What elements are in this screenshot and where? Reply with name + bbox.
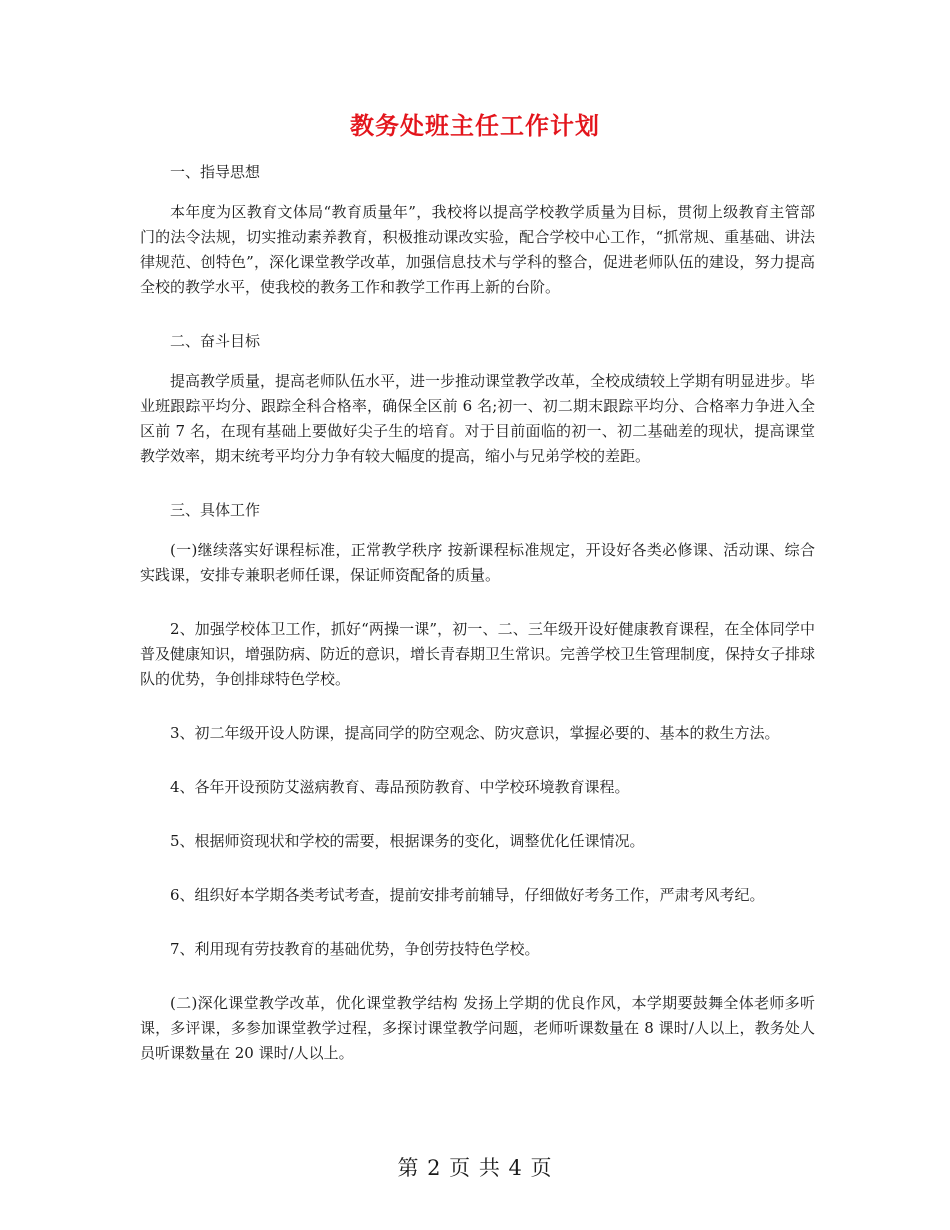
paragraph-goals: 提高教学质量，提高老师队伍水平，进一步推动课堂教学改革，全校成绩较上学期有明显进步。毕业班跟踪平均分、跟踪全科合格率，确保全区前 6 名;初一、初二期末跟踪平均分、合格率力争进入全区前 7 名，在现有基础上要做好尖子生的培育。对于目前面临的初一、初二基础差的现状，提高课堂教学效率，期末统考平均分力争有较大幅度的提高，缩小与兄弟学校的差距。 (140, 372, 816, 465)
paragraph-guiding-ideology: 本年度为区教育文体局“教育质量年”，我校将以提高学校教学质量为目标，贯彻上级教育主管部门的法令法规，切实推动素养教育，积极推动课改实验，配合学校中心工作，“抓常规、重基础、讲法律规范、创特色”，深化课堂教学改革，加强信息技术与学科的整合，促进老师队伍的建设，努力提高全校的教学水平，使我校的教务工作和教学工作再上新的台阶。 (140, 203, 815, 296)
paragraph-item-3: 3、初二年级开设人防课，提高同学的防空观念、防灾意识，掌握必要的、基本的救生方法。 (170, 724, 780, 742)
page-number-footer: 第 2 页 共 4 页 (397, 1156, 553, 1180)
section-heading-guiding-ideology: 一、指导思想 (170, 163, 261, 181)
section-heading-goals: 二、奋斗目标 (170, 332, 261, 350)
section-heading-specific-work: 三、具体工作 (170, 501, 261, 519)
paragraph-item-a: (一)继续落实好课程标准，正常教学秩序 按新课程标准规定，开设好各类必修课、活动课、综合实践课，安排专兼职老师任课，保证师资配备的质量。 (140, 541, 815, 584)
paragraph-item-5: 5、根据师资现状和学校的需要，根据课务的变化，调整优化任课情况。 (170, 832, 645, 850)
paragraph-item-7: 7、利用现有劳技教育的基础优势，争创劳技特色学校。 (170, 940, 540, 958)
paragraph-item-6: 6、组织好本学期各类考试考查，提前安排考前辅导，仔细做好考务工作，严肃考风考纪。 (170, 886, 765, 904)
paragraph-item-2: 2、加强学校体卫工作，抓好“两操一课”，初一、二、三年级开设好健康教育课程，在全体同学中普及健康知识，增强防病、防近的意识，增长青春期卫生常识。完善学校卫生管理制度，保持女子排球队的优势，争创排球特色学校。 (140, 620, 816, 688)
document-title: 教务处班主任工作计划 (350, 111, 600, 140)
paragraph-item-4: 4、各年开设预防艾滋病教育、毒品预防教育、中学校环境教育课程。 (170, 778, 630, 796)
paragraph-item-b: (二)深化课堂教学改革，优化课堂教学结构 发扬上学期的优良作风，本学期要鼓舞全体老师多听课，多评课，多参加课堂教学过程，多探讨课堂教学问题，老师听课数量在 8 课时/人以上，教务处人员听课数量在 20 课时/人以上。 (140, 994, 815, 1062)
document-body (140, 160, 815, 1081)
